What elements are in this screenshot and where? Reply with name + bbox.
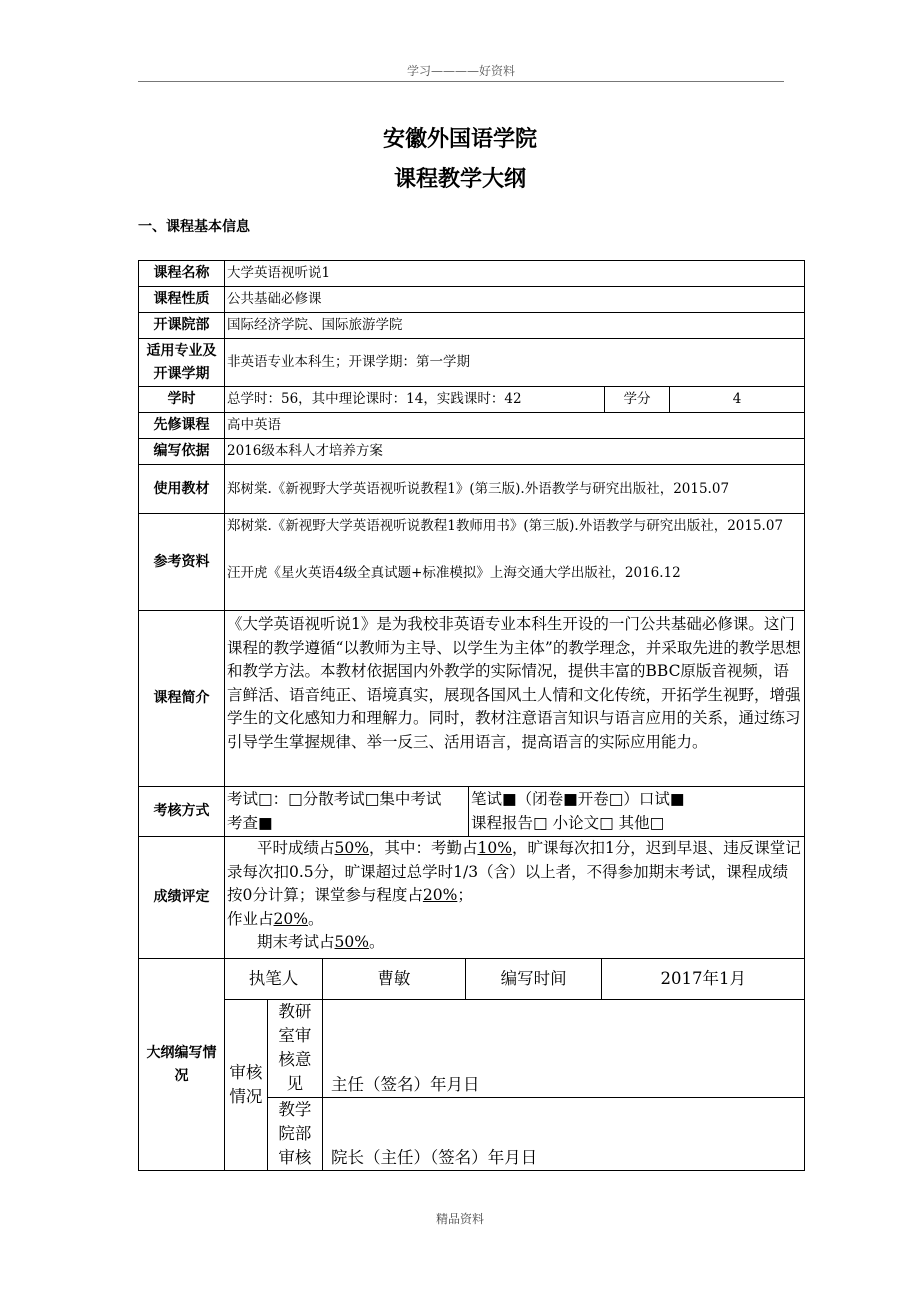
department-value: 国际经济学院、国际旅游学院 bbox=[225, 313, 805, 339]
row-reference bbox=[139, 514, 805, 611]
compile-time-value: 2017年1月 bbox=[602, 959, 804, 999]
row-assessment bbox=[139, 787, 805, 837]
section-heading: 一、课程基本信息 bbox=[138, 219, 250, 235]
outline-sign-table bbox=[225, 959, 804, 1170]
course-info-table bbox=[138, 260, 805, 1171]
row-basis bbox=[139, 439, 805, 465]
row-outline bbox=[139, 959, 805, 1171]
reference-item-2: 汪开虎《星火英语4级全真试题+标准模拟》上海交通大学出版社，2016.12 bbox=[227, 565, 681, 581]
assessment-written-options: 笔试■（闭卷■开卷□）口试■ bbox=[471, 790, 685, 808]
college-signature: 院长（主任）（签名）年月日 bbox=[323, 1097, 805, 1170]
row-department bbox=[139, 313, 805, 339]
office-review-line1: 教研 bbox=[278, 1001, 312, 1021]
school-title: 安徽外国语学院 bbox=[382, 127, 537, 152]
grading-regular-prefix: 平时成绩占 bbox=[257, 839, 335, 857]
document-title: 课程教学大纲 bbox=[393, 167, 526, 192]
department-label: 开课院部 bbox=[139, 313, 225, 339]
outline-author-row bbox=[225, 959, 804, 999]
grading-participation-pct: 20% bbox=[422, 886, 458, 904]
grading-homework-pct: 20% bbox=[273, 909, 308, 928]
office-review-line3: 核意 bbox=[278, 1049, 312, 1069]
grading-attendance-rules: ，旷课每次扣1分，迟到早退、违反课堂记录每次扣0.5分，旷课超过总学时1/3（含）以上者，不得参加期末考试，课程成绩按0分计算；课堂参与程度占 bbox=[227, 839, 801, 904]
grading-final-end: 。 bbox=[368, 933, 385, 951]
grading-homework-prefix: 作业占 bbox=[227, 909, 274, 928]
grading-paragraph-3 bbox=[227, 931, 802, 955]
row-major-term bbox=[139, 339, 805, 387]
college-review-label bbox=[267, 1097, 322, 1170]
grading-final-prefix: 期末考试占 bbox=[257, 933, 335, 951]
reference-label: 参考资料 bbox=[139, 514, 225, 611]
hours-label: 学时 bbox=[139, 387, 225, 413]
grading-participation-end: ； bbox=[457, 886, 473, 904]
assessment-left bbox=[225, 787, 469, 837]
office-review-line2: 室审 bbox=[278, 1025, 312, 1045]
row-course-name bbox=[139, 261, 805, 287]
hours-text: 总学时：56，其中理论课时：14，实践课时：42 bbox=[227, 391, 522, 407]
assessment-label: 考核方式 bbox=[139, 787, 225, 837]
assessment-other-options: 课程报告□ 小论文□ 其他□ bbox=[471, 814, 665, 832]
row-hours bbox=[139, 387, 805, 413]
review-label-line1: 审核 bbox=[229, 1062, 263, 1082]
college-review-line1: 教学 bbox=[278, 1099, 312, 1119]
grading-attendance-prefix: ，其中：考勤占 bbox=[368, 839, 478, 857]
assessment-exam-options: 考试□：□分散考试□集中考试 bbox=[227, 790, 442, 808]
outline-content bbox=[225, 959, 805, 1171]
reference-value bbox=[225, 514, 805, 611]
page-header: 学习————好资料 bbox=[406, 64, 515, 78]
review-label bbox=[225, 999, 267, 1170]
course-name-value: 大学英语视听说1 bbox=[225, 261, 805, 287]
credit-cell bbox=[605, 387, 805, 413]
credit-value: 4 bbox=[669, 387, 804, 412]
intro-text: 《大学英语视听说1》是为我校非英语专业本科生开设的一门公共基础必修课。这门课程的教学遵循“以教师为主导、以学生为主体”的教学理念，并采取先进的教学思想和教学方法。本教材依据国内外教学的实际情况，提供丰富的BBC原版音视频，语言鲜活、语音纯正、语境真实，展现各国风土人情和文化传统，开拓学生视野，增强学生的文化感知力和理解力。同时，教材注意语言知识与语言应用的关系，通过练习引导学生掌握规律、举一反三、活用语言，提高语言的实际应用能力。 bbox=[225, 611, 805, 787]
assessment-right bbox=[469, 787, 805, 837]
author-value: 曹敏 bbox=[323, 959, 466, 999]
outline-label-line2: 况 bbox=[174, 1067, 189, 1084]
office-review-label bbox=[267, 999, 322, 1097]
major-term-label-line1: 适用专业及 bbox=[146, 342, 217, 359]
major-term-value: 非英语专业本科生；开课学期：第一学期 bbox=[225, 339, 805, 387]
header-divider bbox=[138, 81, 784, 82]
row-textbook bbox=[139, 465, 805, 514]
prerequisite-value: 高中英语 bbox=[225, 413, 805, 439]
grading-label: 成绩评定 bbox=[139, 837, 225, 959]
row-intro bbox=[139, 611, 805, 787]
course-nature-label: 课程性质 bbox=[139, 287, 225, 313]
grading-homework-end: 。 bbox=[307, 909, 324, 928]
grading-attendance-pct: 10% bbox=[477, 839, 512, 857]
office-review-line4: 见 bbox=[286, 1073, 304, 1093]
grading-final-pct: 50% bbox=[334, 933, 369, 951]
assessment-check-option: 考查■ bbox=[227, 814, 273, 832]
credit-label: 学分 bbox=[604, 387, 669, 412]
outline-label bbox=[139, 959, 225, 1171]
review-label-line2: 情况 bbox=[229, 1086, 263, 1106]
office-signature: 主任（签名）年月日 bbox=[323, 999, 805, 1097]
grading-regular-pct: 50% bbox=[334, 839, 369, 857]
intro-label: 课程简介 bbox=[139, 611, 225, 787]
hours-value bbox=[225, 387, 605, 413]
prerequisite-label: 先修课程 bbox=[139, 413, 225, 439]
major-term-label bbox=[139, 339, 225, 387]
course-nature-value: 公共基础必修课 bbox=[225, 287, 805, 313]
textbook-value: 郑树棠.《新视野大学英语视听说教程1》(第三版).外语教学与研究出版社，2015.07 bbox=[225, 465, 805, 514]
textbook-label: 使用教材 bbox=[139, 465, 225, 514]
outline-college-row bbox=[225, 1097, 804, 1170]
compile-time-label: 编写时间 bbox=[465, 959, 602, 999]
basis-label: 编写依据 bbox=[139, 439, 225, 465]
author-label: 执笔人 bbox=[225, 959, 323, 999]
college-review-line2: 院部 bbox=[278, 1123, 312, 1143]
college-review-line3: 审核 bbox=[278, 1147, 312, 1167]
grading-paragraph-2 bbox=[227, 908, 802, 932]
outline-label-line1: 大纲编写情 bbox=[146, 1044, 217, 1061]
outline-office-row bbox=[225, 999, 804, 1097]
row-grading bbox=[139, 837, 805, 959]
row-prerequisite bbox=[139, 413, 805, 439]
grading-text bbox=[225, 837, 805, 959]
major-term-label-line2: 开课学期 bbox=[153, 365, 210, 382]
page-footer: 精品资料 bbox=[435, 1212, 484, 1226]
basis-value: 2016级本科人才培养方案 bbox=[225, 439, 805, 465]
reference-item-1: 郑树棠.《新视野大学英语视听说教程1教师用书》(第三版).外语教学与研究出版社，2015.07 bbox=[227, 518, 784, 534]
row-course-nature bbox=[139, 287, 805, 313]
grading-paragraph-1 bbox=[227, 837, 802, 908]
course-name-label: 课程名称 bbox=[139, 261, 225, 287]
